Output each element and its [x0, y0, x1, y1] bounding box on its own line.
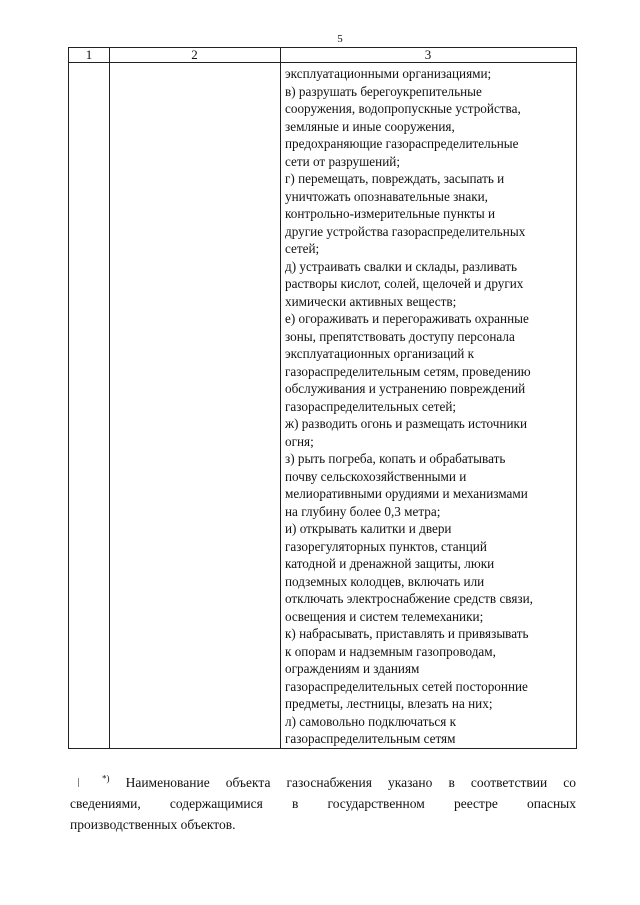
text-line: огня;	[285, 433, 314, 449]
text-line: к) набрасывать, приставлять и привязывать	[285, 626, 529, 641]
column-header-3: 3	[424, 47, 432, 62]
text-line: ограждениям и зданиям	[285, 661, 420, 676]
document-table	[68, 47, 577, 749]
footnote-text-1: Наименование объекта газоснабжения указано в соответствии со	[125, 775, 577, 790]
text-line: сетей;	[285, 241, 320, 256]
footnote-mark: *)	[102, 773, 110, 784]
text-line: е) огораживать и перегораживать охранные	[285, 311, 529, 326]
text-line: земляные и иные сооружения,	[285, 118, 455, 134]
text-line: газораспределительным сетям	[285, 731, 456, 746]
text-line: зоны, препятствовать доступу персонала	[285, 328, 515, 344]
text-line: к опорам и надземным газопроводам,	[285, 643, 496, 659]
text-line: уничтожать опознавательные знаки,	[285, 188, 488, 204]
text-line: химически активных веществ;	[285, 293, 457, 309]
text-line: предохраняющие газораспределительные	[285, 136, 519, 151]
text-line: контрольно-измерительные пункты и	[285, 206, 496, 221]
text-line: подземных колодцев, включать или	[285, 573, 485, 589]
text-line: катодной и дренажной защиты, люки	[285, 556, 495, 571]
footnote	[70, 772, 576, 835]
text-line: растворы кислот, солей, щелочей и других	[285, 276, 524, 291]
column-header-2: 2	[191, 47, 198, 62]
text-line: обслуживания и устранению повреждений	[285, 381, 526, 396]
text-line: сети от разрушений;	[285, 153, 400, 169]
column-divider-2	[280, 48, 281, 748]
page-number: 5	[337, 33, 343, 45]
footnote-line-3: производственных объектов.	[70, 817, 236, 832]
text-line: почву сельскохозяйственными и	[285, 468, 467, 484]
text-line: газораспределительных сетей;	[285, 398, 457, 414]
footnote-line-1	[70, 772, 576, 793]
column-3-content	[285, 65, 575, 748]
text-line: д) устраивать свалки и склады, разливать	[285, 258, 517, 274]
text-line: эксплуатационных организаций к	[285, 346, 475, 361]
text-line: эксплуатационными организациями;	[285, 66, 492, 81]
text-line: газораспределительным сетям, проведению	[285, 363, 531, 379]
column-divider-1	[109, 48, 110, 748]
text-line: мелиоративными орудиями и механизмами	[285, 486, 528, 501]
column-header-1: 1	[85, 47, 93, 62]
text-line: другие устройства газораспределительных	[285, 223, 526, 239]
text-line: отключать электроснабжение средств связи,	[285, 591, 533, 606]
text-line: ж) разводить огонь и размещать источники	[285, 416, 528, 431]
text-line: предметы, лестницы, влезать на них;	[285, 696, 493, 711]
footnote-line-2: сведениями, содержащимися в государственном реестре опасных	[70, 796, 576, 811]
text-line: л) самовольно подключаться к	[285, 713, 457, 729]
text-line: на глубину более 0,3 метра;	[285, 503, 441, 519]
text-line: в) разрушать берегоукрепительные	[285, 83, 482, 99]
text-line: газораспределительных сетей посторонние	[285, 678, 528, 694]
text-line: з) рыть погреба, копать и обрабатывать	[285, 451, 506, 466]
text-line: г) перемещать, повреждать, засыпать и	[285, 171, 505, 186]
text-line: сооружения, водопропускные устройства,	[285, 101, 521, 116]
text-line: газорегуляторных пунктов, станций	[285, 538, 487, 554]
text-line: и) открывать калитки и двери	[285, 521, 452, 536]
table-header-row	[69, 48, 576, 63]
text-line: освещения и систем телемеханики;	[285, 608, 484, 624]
